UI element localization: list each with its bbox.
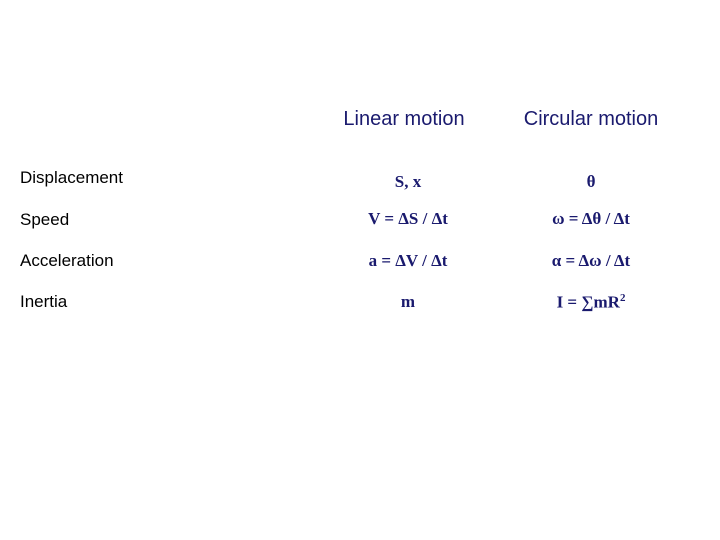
- cell-inertia-linear: m: [400, 292, 416, 311]
- inertia-formula-base: I = ∑mR: [556, 292, 620, 312]
- header-circular-motion: Circular motion: [523, 108, 659, 130]
- row-label-displacement: Displacement: [20, 168, 123, 187]
- row-label-acceleration: Acceleration: [20, 251, 114, 270]
- row-label-speed: Speed: [20, 210, 70, 229]
- cell-inertia-circular: [481, 292, 701, 313]
- row-label-inertia: Inertia: [20, 292, 68, 311]
- cell-displacement-linear: S, x: [394, 172, 422, 191]
- cell-speed-linear: V = ΔS / Δt: [368, 209, 448, 228]
- cell-displacement-circular: θ: [586, 172, 596, 191]
- cell-acceleration-circular: α = Δω / Δt: [551, 251, 631, 270]
- header-linear-motion: Linear motion: [343, 108, 465, 130]
- cell-acceleration-linear: a = ΔV / Δt: [368, 251, 448, 270]
- inertia-formula-exponent: 2: [619, 292, 626, 304]
- cell-speed-circular: ω = Δθ / Δt: [552, 209, 630, 228]
